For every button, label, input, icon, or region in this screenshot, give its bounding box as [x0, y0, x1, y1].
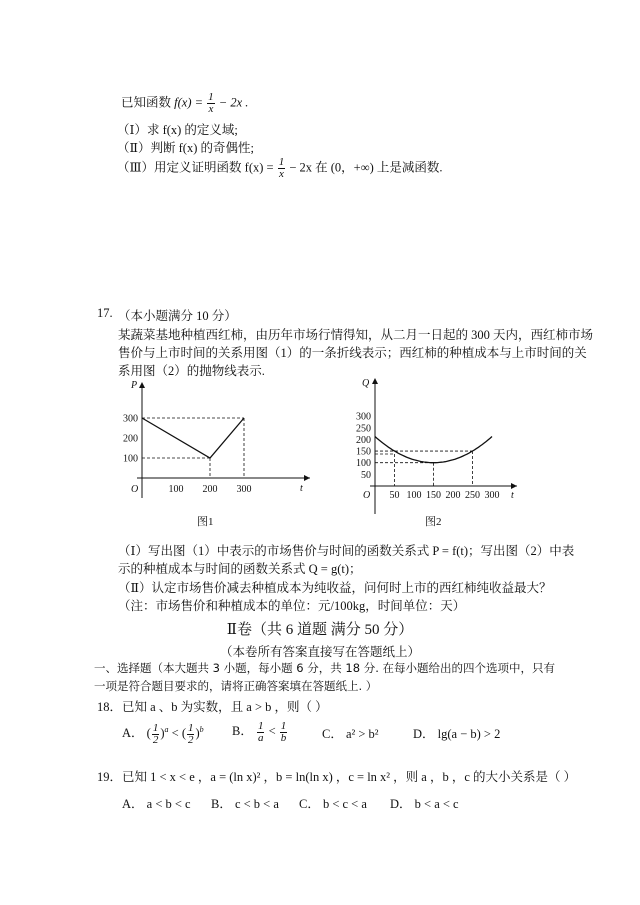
fig2-x-tick-label: 100 [406, 490, 422, 501]
fig2-y-tick-label: 150 [356, 446, 371, 458]
q17-part1-line1: （Ⅰ）写出图（1）中表示的市场售价与时间的函数关系式 P = f(t)；写出图（2）中表 [118, 544, 575, 558]
fig2-y-tick-label: 300 [356, 411, 371, 423]
fig1-x-tick-label: 300 [236, 484, 252, 495]
fig2-series-curve [375, 437, 492, 463]
fig1-origin: O [131, 484, 139, 495]
fig2-y-label: Q [362, 378, 370, 389]
q17-line3: 系用图（2）的抛物线表示. [118, 364, 265, 378]
q16-part3-prefix: （Ⅲ）用定义证明函数 f(x) = [117, 160, 274, 175]
fig2-x-arrow [511, 483, 517, 489]
q19-option-c: C． b < c < a [299, 797, 367, 811]
q18-option-d: D． lg(a − b) > 2 [413, 727, 501, 741]
section2-intro-line1: 一、选择题（本大题共 3 小题，每小题 6 分，共 18 分. 在每小题给出的四个选项中，只有 [94, 661, 556, 675]
q16-part2: （Ⅱ）判断 f(x) 的奇偶性; [117, 141, 254, 155]
section2-subtitle: （本卷所有答案直接写在答题纸上） [219, 645, 420, 659]
section2-title: Ⅱ卷（共 6 道题 满分 50 分） [226, 622, 414, 638]
fig1-x-tick-label: 200 [202, 484, 218, 495]
fig2-x-label: t [511, 490, 514, 501]
q17-note: （注：市场售价和种植成本的单位：元/100kg，时间单位：天） [118, 599, 466, 613]
fig1-x-label: t [300, 483, 303, 494]
fig2-y-tick-label: 50 [361, 469, 371, 481]
fig1-x-arrow [304, 475, 310, 481]
q16-part3-fraction: $\frac{1}{x}$ [278, 156, 285, 180]
fig1-series-line [142, 418, 244, 458]
fig1-y-tick-label: 300 [123, 413, 138, 425]
fig2-y-tick-label: 100 [356, 458, 371, 470]
q17-part1-line2: 示的种植成本与时间的函数关系式 Q = g(t)； [118, 562, 362, 576]
figure1-caption: 图1 [197, 516, 214, 528]
figure1-chart [110, 378, 320, 508]
fig2-x-tick-label: 150 [426, 490, 441, 501]
fig2-y-tick-label: 200 [356, 434, 371, 446]
q17-score: （本小题满分 10 分） [118, 309, 237, 323]
fig2-x-tick-label: 200 [445, 490, 461, 501]
q19-option-b: B． c < b < a [211, 797, 279, 811]
fig2-x-tick-label: 250 [465, 490, 480, 501]
q17-line1: 某蔬菜基地种植西红柿，由历年市场行情得知，从二月一日起的 300 天内，西红柿市场 [118, 328, 594, 342]
section2-intro-line2: 一项是符合题目要求的，请将正确答案填在答题纸上. ） [94, 679, 378, 693]
fig1-x-tick-label: 100 [168, 484, 184, 495]
q16-stem-prefix: 已知函数 [121, 95, 172, 110]
fig2-x-tick-label: 300 [484, 490, 500, 501]
q18-option-a-expr: ( $\frac{1}{2}$ )$^a$ < ( $\frac{1}{2}$ )$^b$ [146, 721, 204, 746]
fig1-y-tick-label: 100 [123, 453, 138, 465]
q16-stem-fraction: $\frac{1}{x}$ [208, 91, 214, 115]
q18-option-a-label: A． [122, 726, 144, 741]
fig2-origin: O [363, 490, 371, 501]
q16-part3-suffix: − 2x 在 (0，+∞) 上是减函数. [289, 160, 443, 175]
q16-stem [121, 92, 248, 115]
q17-line2: 售价与上市时间的关系用图（1）的一条折线表示；西红柿的种植成本与上市时间的关 [118, 346, 587, 360]
q18-option-c: C． a² > b² [322, 727, 379, 741]
q16-part3 [117, 157, 443, 180]
figure2-caption: 图2 [425, 516, 442, 528]
fig1-y-arrow [139, 382, 145, 388]
q18-option-b-label: B． [232, 724, 253, 738]
q16-part1: （Ⅰ）求 f(x) 的定义域; [117, 123, 238, 137]
fig1-y-label: P [131, 380, 138, 391]
q19-stem: 19．已知 1 < x < e ，a = (ln x)² ，b = ln(ln x) ，c = ln x² ，则 a ，b ，c 的大小关系是（ ） [97, 770, 577, 784]
fig2-y-tick-label: 250 [356, 423, 371, 435]
fig1-y-tick-label: 200 [123, 433, 138, 445]
q18-stem: 18．已知 a 、b 为实数，且 a > b ，则（ ） [97, 700, 328, 714]
figure2-chart [345, 372, 525, 517]
q19-option-d: D． b < a < c [390, 797, 459, 811]
q19-option-a: A． a < b < c [122, 797, 191, 811]
q16-stem-func: f(x) = [174, 95, 204, 110]
q18-option-a [122, 716, 204, 747]
q17-part2: （Ⅱ）认定市场售价减去种植成本为纯收益，问何时上市的西红柿纯收益最大？ [118, 581, 552, 595]
q18-option-b: B． $\frac{1}{a}$ < $\frac{1}{b}$ [232, 719, 287, 744]
q16-stem-suffix: − 2x . [218, 95, 249, 110]
q17-number: 17. [97, 306, 113, 320]
fig2-y-arrow [372, 378, 378, 384]
fig2-x-tick-label: 50 [389, 490, 400, 501]
